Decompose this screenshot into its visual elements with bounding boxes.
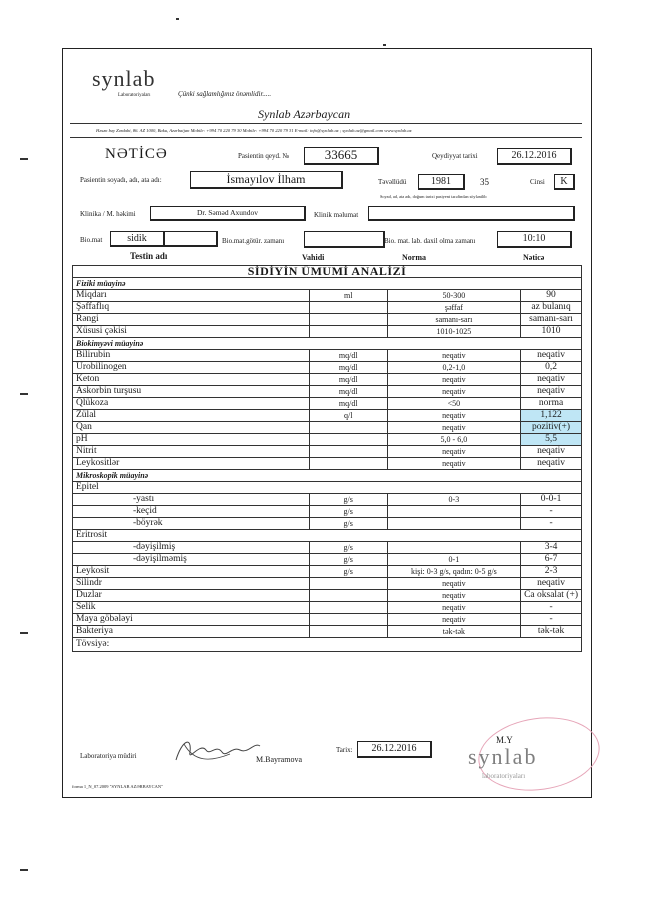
result-cell: 3-4 xyxy=(521,542,582,554)
reg-number: 33665 xyxy=(304,147,379,165)
document-title: NƏTİCƏ xyxy=(105,146,168,162)
col-unit: Vahidi xyxy=(302,253,325,262)
epitel-label: Epitel xyxy=(73,482,582,494)
unit-cell xyxy=(309,434,387,446)
test-name: Zülal xyxy=(73,410,310,422)
test-name: -dəyişilmiş xyxy=(73,542,310,554)
norm-cell: neqativ xyxy=(387,446,520,458)
norm-cell: neqativ xyxy=(387,422,520,434)
registration-date: 26.12.2016 xyxy=(497,148,572,165)
test-name: Qlükoza xyxy=(73,398,310,410)
unit-cell xyxy=(309,626,387,638)
margin-mark xyxy=(20,869,28,871)
director-name: M.Bayramova xyxy=(256,755,302,764)
form-code: forma 1_N_07.2009 "SYNLAB AZƏRBAYCAN" xyxy=(72,784,164,789)
col-test: Testin adı xyxy=(130,251,168,261)
biomat-time-value xyxy=(304,231,385,248)
table-row xyxy=(73,410,582,422)
norm-cell: 50-300 xyxy=(387,290,520,302)
table-row xyxy=(73,626,582,638)
norm-cell: neqativ xyxy=(387,614,520,626)
unit-cell xyxy=(309,302,387,314)
table-row xyxy=(73,350,582,362)
table-row xyxy=(73,314,582,326)
unit-cell: ml xyxy=(309,290,387,302)
norm-cell: neqativ xyxy=(387,386,520,398)
signature xyxy=(170,732,265,768)
result-cell: norma xyxy=(521,398,582,410)
unit-cell xyxy=(309,326,387,338)
header-rule xyxy=(70,137,582,138)
biomat-label: Bio.mat xyxy=(80,236,103,244)
test-name: Silindr xyxy=(73,578,310,590)
top-mark xyxy=(176,18,179,20)
result-cell: 0,2 xyxy=(521,362,582,374)
table-row xyxy=(73,578,582,590)
result-cell: neqativ xyxy=(521,578,582,590)
lab-time-value: 10:10 xyxy=(497,231,572,248)
result-cell: pozitiv(+) xyxy=(521,422,582,434)
patient-note: Soyad, ad, ata adı, doğum tarixi pasiyent tərəfindən söylənilib xyxy=(380,194,487,199)
unit-cell xyxy=(309,446,387,458)
unit-cell xyxy=(309,458,387,470)
table-row xyxy=(73,566,582,578)
result-cell: az bulanıq xyxy=(521,302,582,314)
table-row xyxy=(73,590,582,602)
norm-cell: neqativ xyxy=(387,374,520,386)
unit-cell: mq/dl xyxy=(309,398,387,410)
table-row xyxy=(73,290,582,302)
logo-subtitle: Laboratoriyaları xyxy=(118,93,151,98)
unit-cell xyxy=(309,614,387,626)
test-name: -yastı xyxy=(73,494,310,506)
table-row xyxy=(73,362,582,374)
table-row xyxy=(73,458,582,470)
sex-label: Cinsi xyxy=(530,178,545,186)
sex-value: K xyxy=(554,174,575,190)
stamp-subtitle: laboratoriyaları xyxy=(482,772,526,780)
patient-label: Pasientin soyadı, adı, ata adı: xyxy=(80,176,162,184)
norm-cell: 0-3 xyxy=(387,494,520,506)
section-micro: Mikroskopik müayinə xyxy=(73,470,582,482)
result-cell: - xyxy=(521,614,582,626)
test-name: -böyrək xyxy=(73,518,310,530)
norm-cell: neqativ xyxy=(387,602,520,614)
test-name: -keçid xyxy=(73,506,310,518)
age: 35 xyxy=(480,177,489,187)
unit-cell: g/s xyxy=(309,518,387,530)
result-cell: 6-7 xyxy=(521,554,582,566)
test-name: Keton xyxy=(73,374,310,386)
result-cell: - xyxy=(521,506,582,518)
eritrosit-label: Eritrosit xyxy=(73,530,582,542)
reg-label: Pasientin qeyd. № xyxy=(238,152,290,160)
test-name: Urobilinogen xyxy=(73,362,310,374)
stamp-initials: M.Y xyxy=(496,735,513,745)
norm-cell: 0,2-1,0 xyxy=(387,362,520,374)
section-physical: Fiziki müayinə xyxy=(73,278,582,290)
margin-mark xyxy=(20,393,28,395)
test-name: Maya göbələyi xyxy=(73,614,310,626)
norm-cell: neqativ xyxy=(387,458,520,470)
unit-cell xyxy=(309,602,387,614)
result-cell: neqativ xyxy=(521,386,582,398)
date-label: Qeydiyyat tarixi xyxy=(432,152,478,160)
table-row xyxy=(73,386,582,398)
top-mark xyxy=(383,44,386,46)
director-label: Laboratoriya müdiri xyxy=(80,752,137,760)
test-name: Bilirubin xyxy=(73,350,310,362)
table-row xyxy=(73,554,582,566)
table-row xyxy=(73,494,582,506)
table-row xyxy=(73,302,582,314)
result-cell: neqativ xyxy=(521,350,582,362)
address-line: Həsən bəy Zərdabi, 86. AZ 1000, Baku, Azərbaijan Mobile: +994 70 220 79 30 Mobile: +994 70 220 79 31 E-mail: info@synlab.az ; synlab.az@gmail.com www.synlab.az xyxy=(96,128,412,133)
unit-cell xyxy=(309,314,387,326)
norm-cell: neqativ xyxy=(387,410,520,422)
unit-cell: g/s xyxy=(309,506,387,518)
test-name: Xüsusi çəkisi xyxy=(73,326,310,338)
table-row xyxy=(73,446,582,458)
tagline: Çünki sağlamlığınız önəmlidir..... xyxy=(178,90,272,98)
table-title: SİDİYİN ÜMUMİ ANALİZİ xyxy=(73,266,582,278)
birth-label: Təvəllüdü xyxy=(378,178,407,186)
unit-cell: q/l xyxy=(309,410,387,422)
table-row xyxy=(73,398,582,410)
norm-cell: neqativ xyxy=(387,578,520,590)
test-name: Miqdarı xyxy=(73,290,310,302)
unit-cell: g/s xyxy=(309,542,387,554)
results-table xyxy=(72,265,582,652)
norm-cell xyxy=(387,506,520,518)
table-row xyxy=(73,518,582,530)
company-name: Synlab Azərbaycan xyxy=(258,107,351,121)
result-cell: neqativ xyxy=(521,446,582,458)
test-name: Leykositlər xyxy=(73,458,310,470)
table-row xyxy=(73,326,582,338)
result-cell: Ca oksalat (+) xyxy=(521,590,582,602)
norm-cell xyxy=(387,518,520,530)
unit-cell: g/s xyxy=(309,566,387,578)
clinic-label: Klinika / M. həkimi xyxy=(80,210,136,218)
unit-cell: mq/dl xyxy=(309,386,387,398)
result-cell: 1,122 xyxy=(521,410,582,422)
norm-cell: 5,0 - 6,0 xyxy=(387,434,520,446)
norm-cell xyxy=(387,542,520,554)
margin-mark xyxy=(20,632,28,634)
result-cell: 5,5 xyxy=(521,434,582,446)
test-name: pH xyxy=(73,434,310,446)
test-name: Rəngi xyxy=(73,314,310,326)
doctor-name: Dr. Səməd Axundov xyxy=(150,206,306,221)
lab-time-label: Bio. mat. lab. daxil olma zamanı xyxy=(384,237,476,245)
unit-cell: g/s xyxy=(309,494,387,506)
unit-cell: mq/dl xyxy=(309,374,387,386)
margin-mark xyxy=(20,158,28,160)
synlab-logo: synlab xyxy=(92,66,156,91)
test-name: Selik xyxy=(73,602,310,614)
result-cell: neqativ xyxy=(521,458,582,470)
result-cell: - xyxy=(521,518,582,530)
test-name: -dəyişilməmiş xyxy=(73,554,310,566)
section-biochem: Biokimyəvi müayinə xyxy=(73,338,582,350)
test-name: Bakteriya xyxy=(73,626,310,638)
norm-cell: <50 xyxy=(387,398,520,410)
unit-cell xyxy=(309,590,387,602)
patient-name: İsmayılov İlham xyxy=(190,171,343,189)
result-cell: samanı-sarı xyxy=(521,314,582,326)
norm-cell: neqativ xyxy=(387,590,520,602)
test-name: Nitrit xyxy=(73,446,310,458)
clinic-info-label: Klinik məlumat xyxy=(314,211,359,219)
norm-cell: tək-tək xyxy=(387,626,520,638)
table-row xyxy=(73,374,582,386)
result-cell: 1010 xyxy=(521,326,582,338)
recommendation: Tövsiyə: xyxy=(73,638,582,652)
col-norm: Norma xyxy=(402,253,426,262)
unit-cell: mq/dl xyxy=(309,350,387,362)
footer-date: 26.12.2016 xyxy=(357,741,432,758)
test-name: Askorbin turşusu xyxy=(73,386,310,398)
table-row xyxy=(73,542,582,554)
norm-cell: 1010-1025 xyxy=(387,326,520,338)
norm-cell: şəffaf xyxy=(387,302,520,314)
stamp-logo: synlab xyxy=(468,744,538,769)
result-cell: 2-3 xyxy=(521,566,582,578)
col-result: Nəticə xyxy=(523,253,545,262)
unit-cell xyxy=(309,578,387,590)
table-row xyxy=(73,434,582,446)
test-name: Leykosit xyxy=(73,566,310,578)
biomat-extra xyxy=(163,231,218,247)
result-cell: tək-tək xyxy=(521,626,582,638)
norm-cell: neqativ xyxy=(387,350,520,362)
unit-cell: mq/dl xyxy=(309,362,387,374)
clinic-info-value xyxy=(368,206,575,221)
result-cell: - xyxy=(521,602,582,614)
unit-cell: g/s xyxy=(309,554,387,566)
test-name: Qan xyxy=(73,422,310,434)
biomat-value: sidik xyxy=(110,231,165,247)
result-cell: 90 xyxy=(521,290,582,302)
table-row xyxy=(73,602,582,614)
birth-year: 1981 xyxy=(418,174,465,190)
norm-cell: kişi: 0-3 g/s, qadın: 0-5 g/s xyxy=(387,566,520,578)
result-cell: 0-0-1 xyxy=(521,494,582,506)
header-rule xyxy=(70,123,582,124)
biomat-time-label: Bio.mat.götür. zamanı xyxy=(222,237,285,245)
footer-date-label: Tarix: xyxy=(336,746,353,754)
test-name: Şəffaflıq xyxy=(73,302,310,314)
table-row xyxy=(73,422,582,434)
unit-cell xyxy=(309,422,387,434)
table-row xyxy=(73,506,582,518)
norm-cell: samanı-sarı xyxy=(387,314,520,326)
test-name: Duzlar xyxy=(73,590,310,602)
result-cell: neqativ xyxy=(521,374,582,386)
norm-cell: 0-1 xyxy=(387,554,520,566)
table-row xyxy=(73,614,582,626)
